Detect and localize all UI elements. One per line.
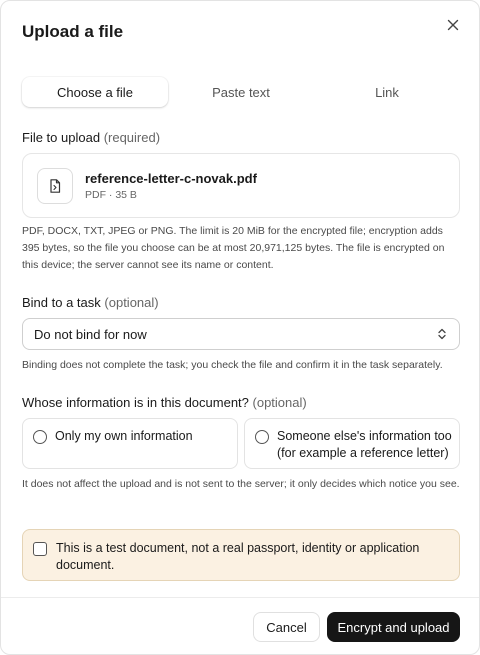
file-section-qualifier: (required)	[103, 130, 161, 145]
file-section-label	[22, 130, 160, 145]
radio-button[interactable]	[33, 430, 47, 444]
task-help-text: Binding does not complete the task; you check the file and confirm it in the task separately.	[22, 359, 443, 371]
file-name: reference-letter-c-novak.pdf	[85, 170, 257, 186]
test-document-notice	[22, 529, 460, 581]
upload-mode-tabs	[22, 77, 460, 107]
info-section-title: Whose information is in this document?	[22, 395, 249, 410]
task-select[interactable]	[22, 318, 460, 350]
close-icon[interactable]	[443, 15, 463, 35]
tab-link[interactable]: Link	[375, 84, 399, 100]
tab-choose-file[interactable]: Choose a file	[22, 77, 168, 107]
task-select-value: Do not bind for now	[34, 326, 147, 342]
task-section-title: Bind to a task	[22, 295, 101, 310]
radio-button[interactable]	[255, 430, 269, 444]
test-document-label[interactable]: This is a test document, not a real passport, identity or application document.	[56, 541, 420, 572]
file-help-text: PDF, DOCX, TXT, JPEG or PNG. The limit is 20 MiB for the encrypted file; encryption adds 395 bytes, so the file you choose can be at most 20,971,125 bytes. The file is encrypted on this device; the server cannot see its name or content.	[22, 225, 445, 271]
chevron-up-down-icon	[436, 327, 448, 344]
footer-divider	[1, 597, 480, 598]
radio-own-information[interactable]	[22, 418, 238, 469]
task-section-label	[22, 295, 159, 310]
info-section-qualifier: (optional)	[252, 395, 307, 410]
selected-file-card[interactable]	[22, 153, 460, 218]
file-meta: PDF · 35 B	[85, 188, 137, 201]
document-icon	[37, 168, 73, 204]
encrypt-and-upload-button[interactable]: Encrypt and upload	[327, 612, 460, 642]
test-document-checkbox[interactable]	[33, 542, 47, 556]
dialog-title: Upload a file	[22, 22, 124, 41]
radio-label-own: Only my own information	[55, 429, 193, 443]
info-section-label	[22, 395, 307, 410]
file-section-title: File to upload	[22, 130, 101, 145]
tab-paste-text[interactable]: Paste text	[212, 84, 270, 100]
task-section-qualifier: (optional)	[104, 295, 159, 310]
radio-someone-else-information[interactable]	[244, 418, 460, 469]
info-help-text: It does not affect the upload and is not sent to the server; it only decides which notice you see.	[22, 478, 460, 490]
radio-label-someone-else: Someone else's information too (for example a reference letter)	[277, 429, 452, 460]
cancel-button[interactable]: Cancel	[253, 612, 320, 642]
